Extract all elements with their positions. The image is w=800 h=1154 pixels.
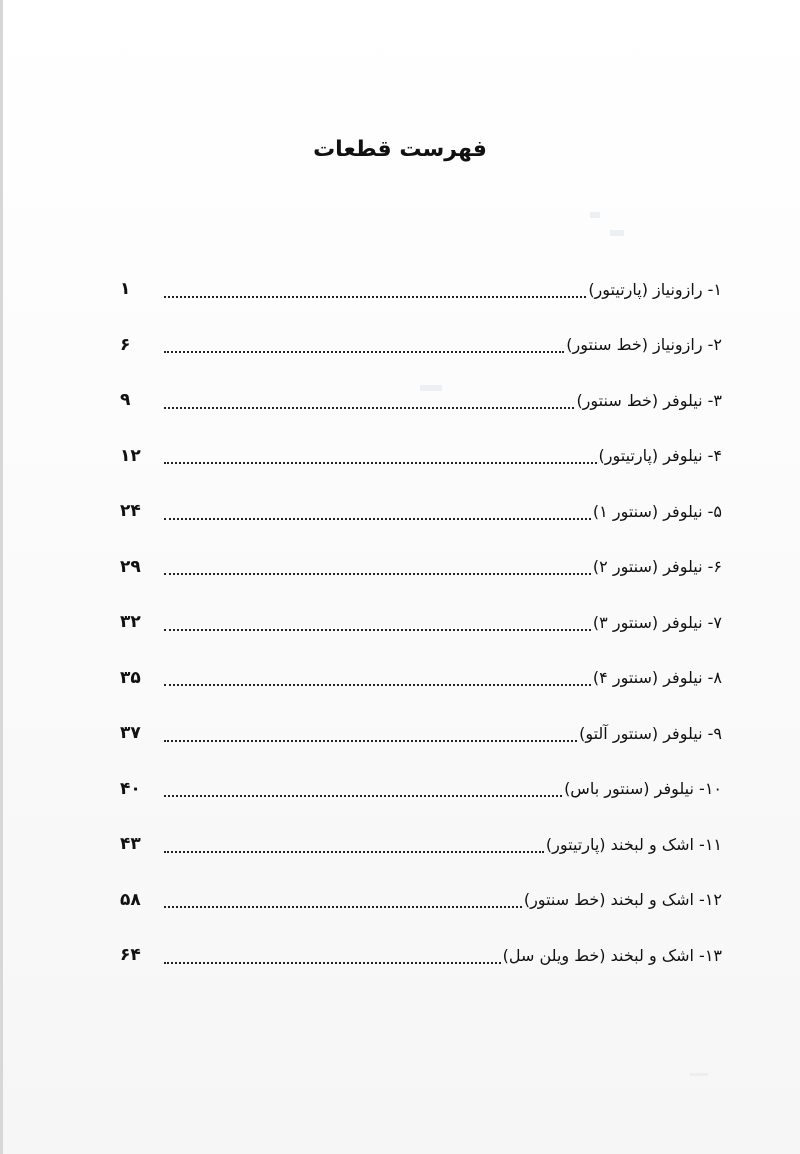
toc-page-number: ۴۳ xyxy=(120,834,141,855)
dot-leader xyxy=(164,906,522,908)
toc-entry xyxy=(120,817,722,873)
toc-page-number: ۱ xyxy=(120,279,131,300)
toc-entry-label: ۳- نیلوفر (خط سنتور) xyxy=(576,390,722,410)
toc-entry xyxy=(120,762,722,818)
dot-leader xyxy=(164,407,574,409)
toc-entry xyxy=(120,262,722,318)
toc-page-number: ۶۴ xyxy=(120,945,141,966)
toc-page-number: ۳۵ xyxy=(120,667,141,688)
toc-entry xyxy=(120,429,722,485)
dot-leader xyxy=(164,296,586,298)
dot-leader xyxy=(164,629,591,631)
toc-entry-label: ۴- نیلوفر (پارتیتور) xyxy=(598,446,722,466)
toc-entry xyxy=(120,373,722,429)
toc-entry-label: ۲- رازونیاز (خط سنتور) xyxy=(566,335,722,355)
toc-entry-label: ۱۱- اشک و لبخند (پارتیتور) xyxy=(545,834,722,854)
toc-page-number: ۹ xyxy=(120,390,131,411)
toc-entry-label: ۶- نیلوفر (سنتور ۲) xyxy=(592,557,722,577)
dot-leader xyxy=(164,462,597,464)
dot-leader xyxy=(164,851,544,853)
toc-entry-label: ۷- نیلوفر (سنتور ۳) xyxy=(592,612,722,632)
toc-page-number: ۲۴ xyxy=(120,501,141,522)
toc-entry-label: ۱۰- نیلوفر (سنتور باس) xyxy=(564,779,722,799)
scan-speck xyxy=(590,212,600,218)
toc-entry xyxy=(120,595,722,651)
toc-entry-label: ۱۳- اشک و لبخند (خط ویلن سل) xyxy=(502,945,722,965)
toc-entry-label: ۵- نیلوفر (سنتور ۱) xyxy=(592,501,722,521)
toc-entry xyxy=(120,706,722,762)
toc-page-number: ۵۸ xyxy=(120,889,141,910)
toc-entry-label: ۱- رازونیاز (پارتیتور) xyxy=(588,279,722,299)
dot-leader xyxy=(164,740,577,742)
toc-entry-label: ۸- نیلوفر (سنتور ۴) xyxy=(592,668,722,688)
toc-entry xyxy=(120,873,722,929)
toc-page-number: ۳۲ xyxy=(120,612,141,633)
dot-leader xyxy=(164,518,591,520)
toc-page-number: ۲۹ xyxy=(120,556,141,577)
toc-entry-label: ۱۲- اشک و لبخند (خط سنتور) xyxy=(523,890,722,910)
toc-entry xyxy=(120,651,722,707)
dot-leader xyxy=(164,351,564,353)
page-title: فهرست قطعات xyxy=(313,136,487,162)
scan-speck xyxy=(690,1073,708,1076)
toc-entry-label: ۹- نیلوفر (سنتور آلتو) xyxy=(579,723,722,743)
dot-leader xyxy=(164,573,591,575)
scan-speck xyxy=(610,230,624,236)
toc-entry xyxy=(120,928,722,984)
toc-page-number: ۴۰ xyxy=(120,778,141,799)
toc-page-number: ۶ xyxy=(120,334,131,355)
dot-leader xyxy=(164,962,501,964)
toc-entry xyxy=(120,318,722,374)
toc-page-number: ۳۷ xyxy=(120,723,141,744)
dot-leader xyxy=(164,795,562,797)
toc-entry xyxy=(120,484,722,540)
toc-page-number: ۱۲ xyxy=(120,445,141,466)
dot-leader xyxy=(164,684,591,686)
scan-edge xyxy=(0,0,3,1154)
toc-entry xyxy=(120,540,722,596)
table-of-contents xyxy=(120,262,722,984)
